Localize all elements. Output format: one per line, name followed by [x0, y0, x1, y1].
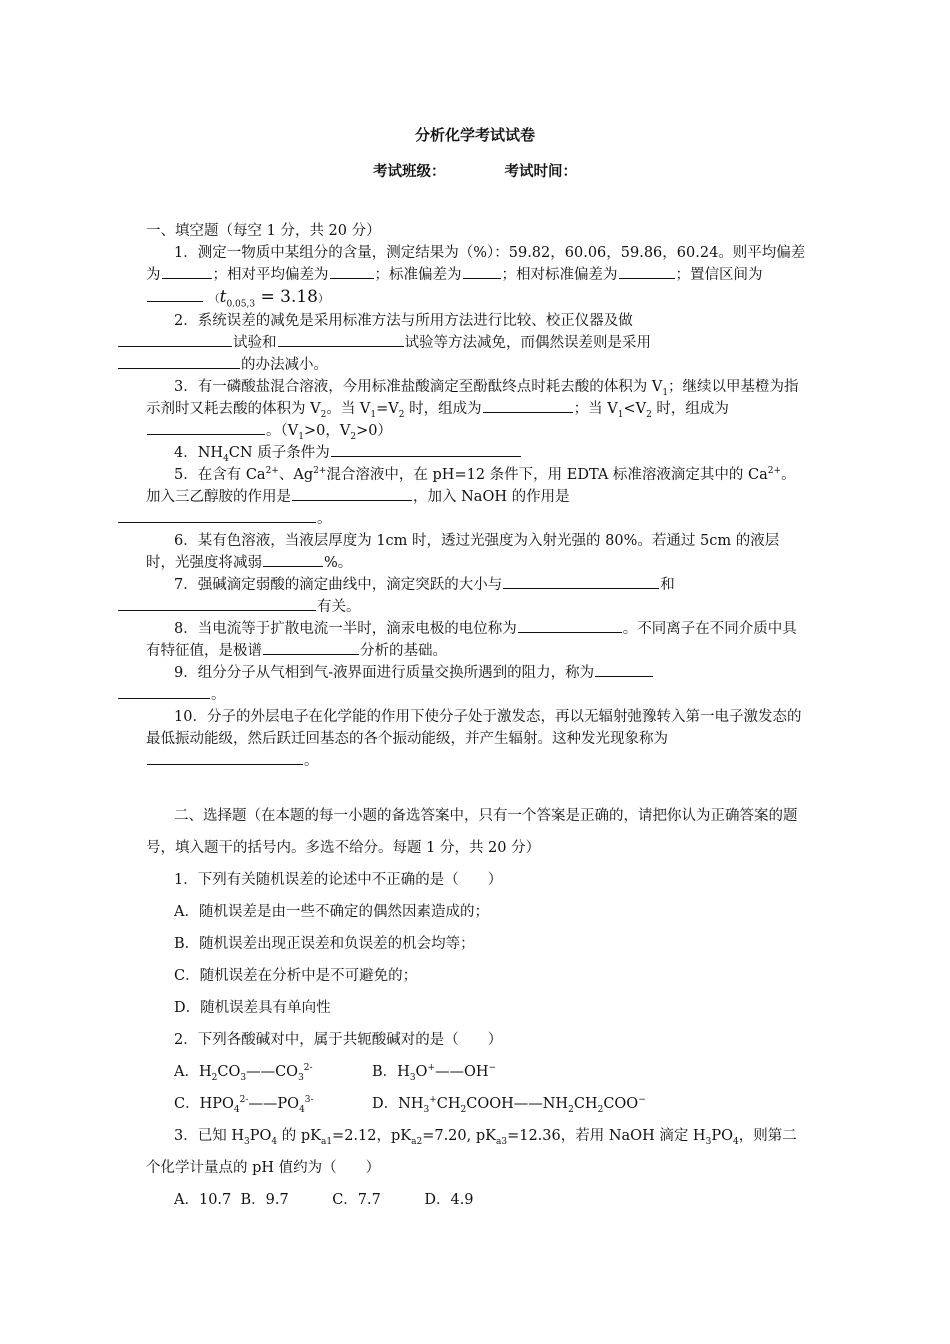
mc-question-3-stem: 3．已知 $H_3PO_4$ 的 $pK_{a1}=2.12$，$pK_{a2}=7.20$, $pK_{a3}=12.36$，若用 NaOH 滴定 $H_3PO_4$，则第二个化学计量点的 pH 值约为（ ）	[146, 1128, 797, 1176]
mc-q2-options-row1	[146, 1056, 808, 1088]
section2-heading: 二、选择题（在本题的每一小题的备选答案中，只有一个答案是正确的，请把你认为正确答案的题号，填入题干的括号内。多选不给分。每题 1 分，共 20 分）	[146, 808, 798, 856]
exam-content	[146, 220, 808, 1216]
mc-q2-options-row2	[146, 1088, 808, 1120]
blank[interactable]	[619, 264, 675, 279]
blank[interactable]	[330, 264, 374, 279]
page-title: 分析化学考试试卷	[414, 126, 535, 144]
blank[interactable]	[331, 442, 521, 457]
mc-q3-options[interactable]: A．10.7 B．9.7 C．7.7 D．4.9	[174, 1192, 474, 1208]
blank[interactable]	[278, 332, 404, 347]
blank[interactable]	[118, 332, 232, 347]
blank[interactable]	[147, 750, 303, 765]
mc-q2-option-d[interactable]: D．$NH_3^+CH_2COOH——NH_2CH_2COO^-$	[372, 1095, 646, 1115]
blank[interactable]	[595, 662, 653, 677]
mc-q2-option-b[interactable]: B．$H_3O^+——OH^-$	[372, 1063, 497, 1083]
section2	[146, 800, 808, 1216]
question-10: 10．分子的外层电子在化学能的作用下使分子处于激发态，再以无辐射弛豫转入第一电子激发态的最低振动能级，然后跃迁回基态的各个振动能级，并产生辐射。这种发光现象称为。	[146, 709, 802, 769]
blank[interactable]	[118, 508, 316, 523]
blank[interactable]	[518, 618, 622, 633]
question-9: 9．组分分子从气相到气-液界面进行质量交换所遇到的阻力，称为 。	[146, 662, 808, 706]
blank[interactable]	[118, 596, 316, 611]
question-5: 5．在含有 $Ca^{2+}$、$Ag^{2+}$混合溶液中，在 pH=12 条件下，用 EDTA 标准溶液滴定其中的 $Ca^{2+}$。加入三乙醇胺的作用是 ，加入 NaOH 的作用是 。	[146, 464, 808, 530]
question-6: 6．某有色溶液，当液层厚度为 1cm 时，透过光强度为入射光强的 80%。若通过 5cm 的液层时，光强度将减弱 %。	[146, 533, 780, 571]
mc-q2-option-c[interactable]: C．$HPO_4^{2-}——PO_4^{3-}$	[174, 1095, 314, 1115]
blank[interactable]	[147, 420, 265, 435]
blank[interactable]	[118, 684, 210, 699]
blank[interactable]	[463, 264, 501, 279]
t-formula: $t_{0.05,3} = 3.18$	[219, 287, 318, 310]
class-label: 考试班级：	[372, 164, 446, 180]
question-1: 1．测定一物质中某组分的含量，测定结果为（%）：59.82，60.06，59.86，60.24。则平均偏差为 ；相对平均偏差为 ；标准偏差为 ；相对标准偏差为 ；置信区间为 $(t_{0.05,3} = 3.18)$	[146, 245, 806, 310]
blank[interactable]	[503, 574, 659, 589]
blank[interactable]	[162, 264, 212, 279]
mc-q1-option-a[interactable]: A．随机误差是由一些不确定的偶然因素造成的；	[174, 904, 489, 920]
blank[interactable]	[483, 398, 573, 413]
question-2: 2．系统误差的减免是采用标准方法与所用方法进行比较、校正仪器及做 试验和 试验等方法减免，而偶然误差则是采用 的办法减小。	[146, 310, 808, 376]
question-8: 8．当电流等于扩散电流一半时，滴汞电极的电位称为 。不同离子在不同介质中具有特征值，是极谱 分析的基础。	[146, 618, 808, 662]
mc-q1-option-c[interactable]: C．随机误差在分析中是不可避免的；	[174, 968, 418, 984]
mc-q2-option-a[interactable]: A．$H_2CO_3——CO_3^{2-}$	[174, 1063, 313, 1083]
question-3: 3．有一磷酸盐混合溶液，今用标准盐酸滴定至酚酞终点时耗去酸的体积为 $V_1$；继续以甲基橙为指示剂时又耗去酸的体积为 $V_2$。当 $V_1=V_2$ 时，组成为 ；当 $V_1<V_2$ 时，组成为。（$V_1>0$，$V_2>0$）	[146, 379, 799, 442]
blank[interactable]	[118, 354, 240, 369]
question-4: 4．$NH_4CN$ 质子条件为	[146, 442, 808, 464]
blank[interactable]	[263, 552, 323, 567]
mc-q1-option-b[interactable]: B．随机误差出现正误差和负误差的机会均等；	[174, 936, 475, 952]
time-label: 考试时间：	[504, 164, 578, 180]
blank[interactable]	[263, 640, 359, 655]
blank[interactable]	[292, 486, 412, 501]
blank[interactable]	[147, 287, 203, 302]
section1-heading: 一、填空题（每空 1 分，共 20 分）	[146, 223, 381, 239]
mc-question-1-stem: 1．下列有关随机误差的论述中不正确的是（ ）	[174, 872, 503, 888]
mc-question-2-stem: 2．下列各酸碱对中，属于共轭酸碱对的是（ ）	[174, 1032, 503, 1048]
question-7: 7．强碱滴定弱酸的滴定曲线中，滴定突跃的大小与 和 有关。	[146, 574, 808, 618]
exam-info	[0, 160, 950, 181]
mc-q1-option-d[interactable]: D．随机误差具有单向性	[174, 1000, 331, 1016]
